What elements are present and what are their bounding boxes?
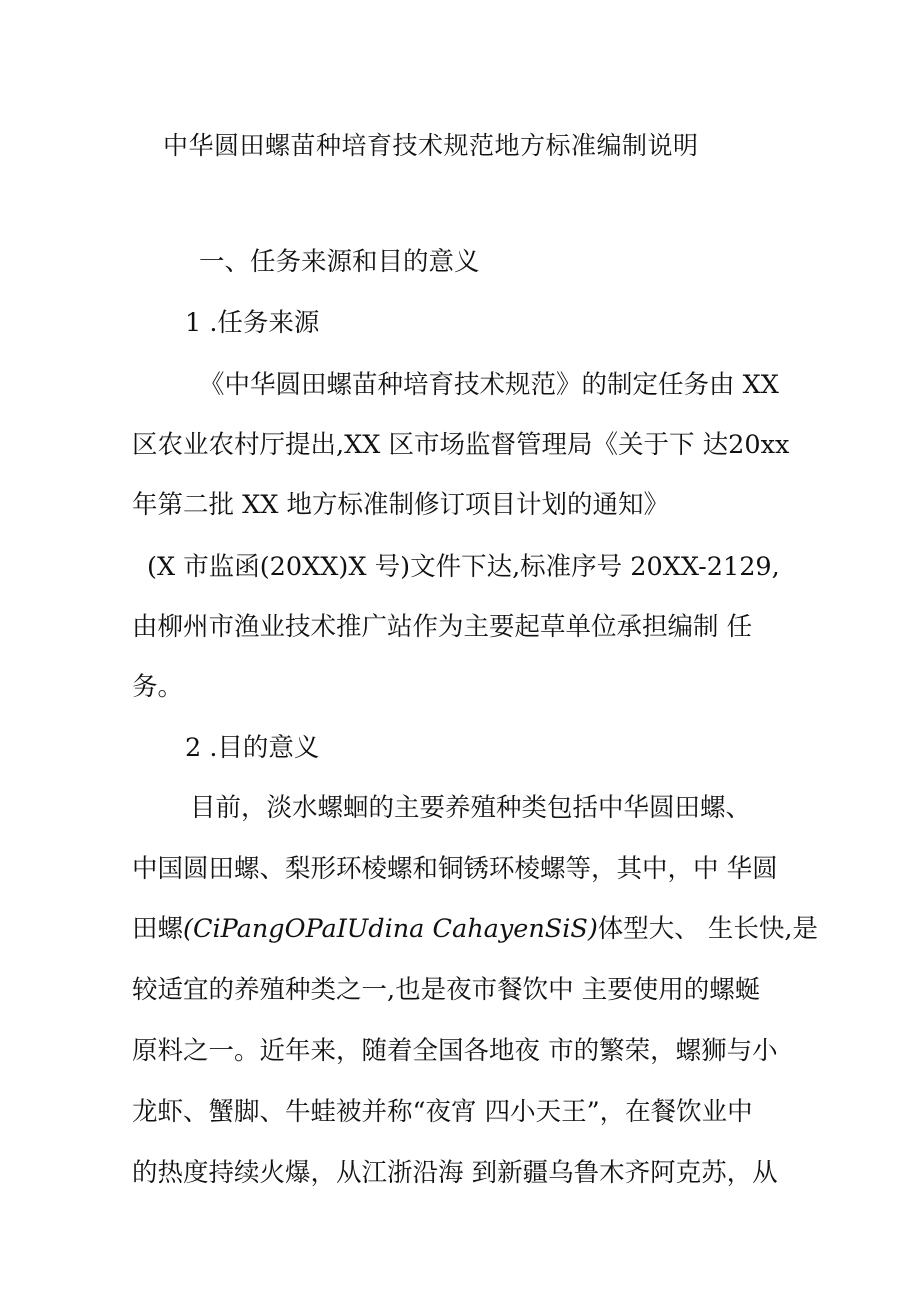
paragraph-line: 《中华圆田螺苗种培育技术规范》的制定任务由 XX [199, 370, 779, 400]
section-heading: 一、任务来源和目的意义 [199, 247, 480, 277]
paragraph-line-with-latin-name [132, 912, 818, 946]
paragraph-line: 务。 [132, 672, 184, 702]
paragraph-line: 年第二批 XX 地方标准制修订项目计划的通知》 [132, 490, 670, 520]
subsection-heading-task-source: 1 .任务来源 [185, 308, 320, 338]
paragraph-line: 原料之一。近年来，随着全国各地夜 市的繁荣，螺狮与小 [132, 1036, 778, 1066]
paragraph-line: (X 市监函(20XX)X 号)文件下达,标准序号 20XX-2129, [147, 552, 780, 582]
paragraph-line: 较适宜的养殖种类之一,也是夜市餐饮中 主要使用的螺蜒 [132, 975, 761, 1005]
paragraph-line: 目前，淡水螺蛔的主要养殖种类包括中华圆田螺、 [190, 793, 752, 823]
paragraph-line: 中国圆田螺、梨形环棱螺和铜锈环棱螺等，其中，中 华圆 [132, 854, 778, 884]
paragraph-line: 由柳州市渔业技术推广站作为主要起草单位承担编制 任 [132, 612, 753, 642]
paragraph-line: 龙虾、蟹脚、牛蛙被并称“夜宵 四小天王”，在餐饮业中 [132, 1097, 753, 1127]
document-title: 中华圆田螺苗种培育技术规范地方标准编制说明 [163, 131, 699, 160]
paragraph-line: 区农业农村厅提出,XX 区市场监督管理局《关于下 达20xx [132, 430, 790, 460]
subsection-heading-purpose: 2 .目的意义 [185, 733, 320, 763]
line-suffix: 体型大、 生长快,是 [597, 914, 819, 944]
latin-species-name: (CiPangOPaIUdina CahayenSiS) [183, 914, 598, 944]
line-prefix: 田螺 [132, 914, 184, 944]
paragraph-line: 的热度持续火爆，从江浙沿海 到新疆乌鲁木齐阿克苏，从 [132, 1158, 778, 1188]
